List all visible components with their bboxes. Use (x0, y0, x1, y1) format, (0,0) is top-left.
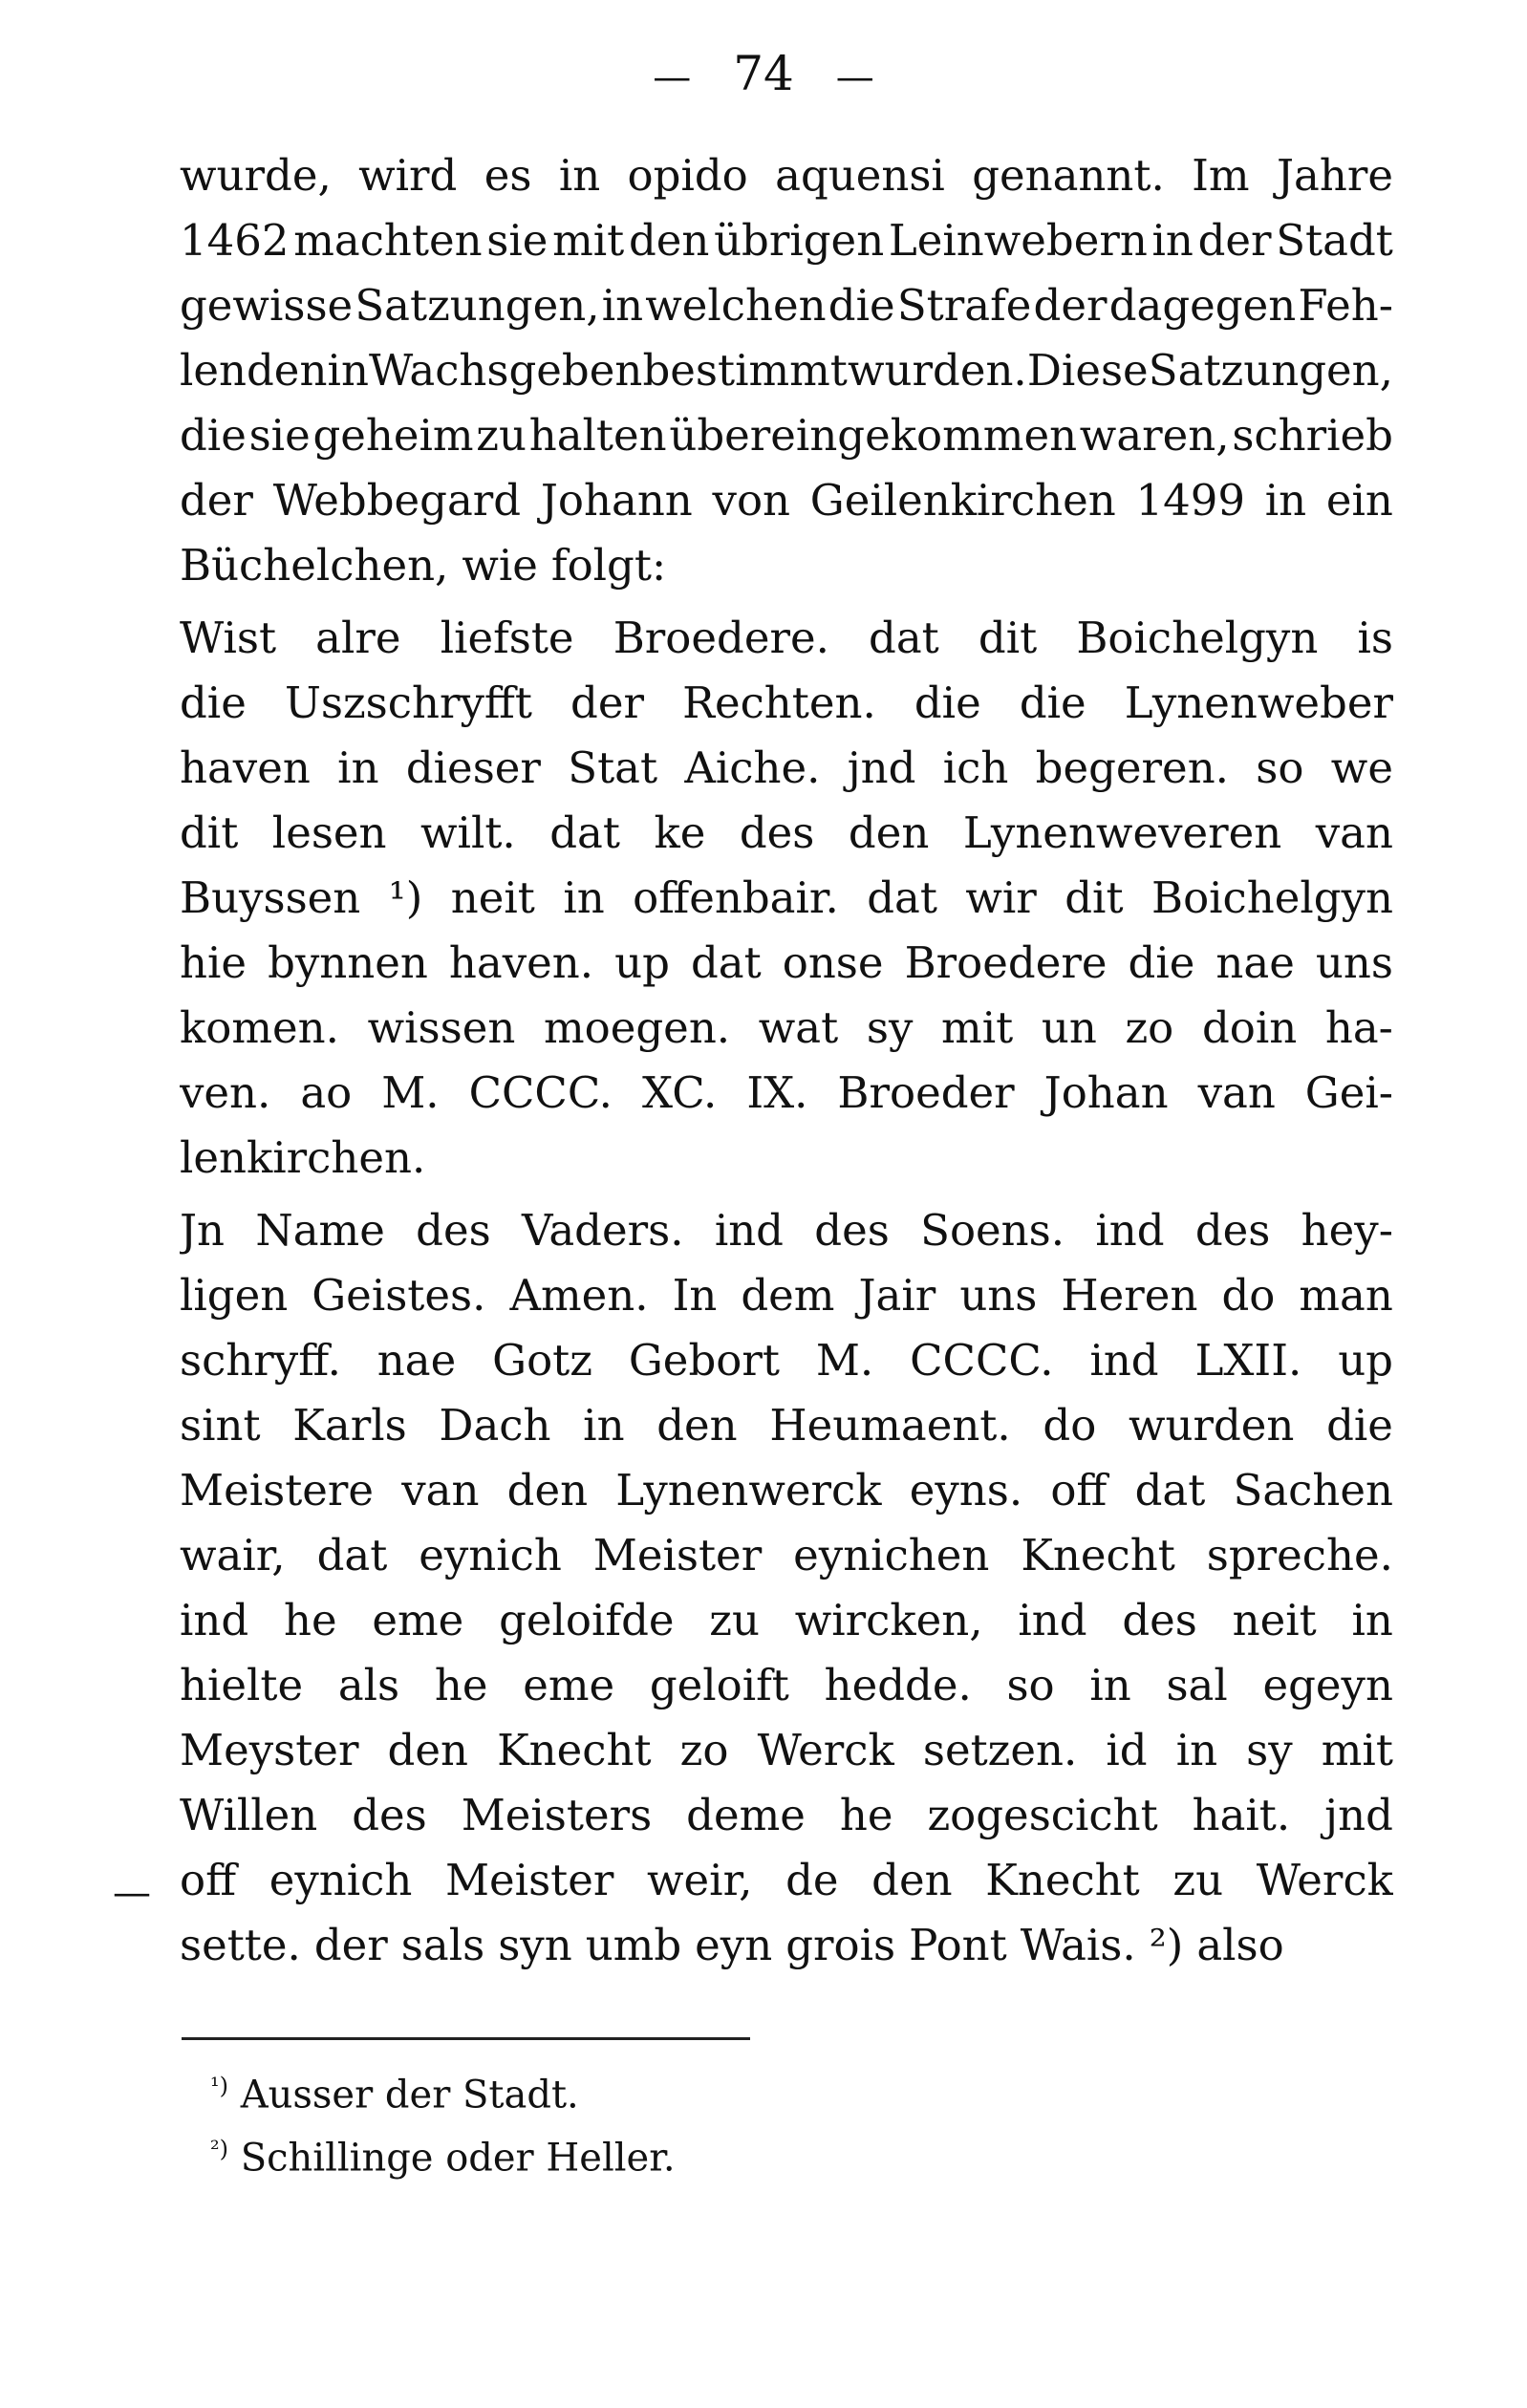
quote-line: dit lesen wilt. dat ke des den Lynenweveren van (180, 807, 1393, 858)
header-dash-left: — (653, 55, 692, 99)
text-line: lenden in Wachsgeben bestimmt wurden. Diese Satzungen, (180, 345, 1393, 396)
page-number: 74 (733, 46, 794, 101)
quote-line: ligen Geistes. Amen. In dem Jair uns Heren do man (180, 1270, 1393, 1321)
body-text (180, 143, 1393, 1978)
quote-line: lenkirchen. (180, 1132, 426, 1183)
quote-line: hielte als he eme geloift hedde. so in sal egeyn (180, 1660, 1393, 1710)
footnote-marker: ²) (210, 2136, 228, 2162)
footnote-text: Schillinge oder Heller. (240, 2136, 676, 2181)
text-line: Büchelchen, wie folgt: (180, 540, 667, 591)
paragraph-german (180, 143, 1393, 598)
quote-line: off eynich Meister weir, de den Knecht zu Werck (180, 1855, 1393, 1905)
quote-line: Meyster den Knecht zo Werck setzen. id in sy mit (180, 1725, 1393, 1775)
footnote-text: Ausser der Stadt. (240, 2073, 579, 2118)
quote-line: komen. wissen moegen. wat sy mit un zo doin ha- (180, 1002, 1393, 1053)
quote-one (180, 606, 1393, 1191)
page-header (0, 46, 1527, 101)
footnotes (210, 2054, 676, 2181)
text-line: der Webbegard Johann von Geilenkirchen 1499 in ein (180, 475, 1393, 526)
quote-line: Meistere van den Lynenwerck eyns. off dat Sachen (180, 1465, 1393, 1516)
footnote (210, 2054, 676, 2118)
quote-line: hie bynnen haven. up dat onse Broedere die nae uns (180, 937, 1393, 988)
quote-line: schryff. nae Gotz Gebort M. CCCC. ind LXII. up (180, 1335, 1393, 1386)
quote-line: ven. ao M. CCCC. XC. IX. Broeder Johan van Gei- (180, 1067, 1393, 1118)
quote-line: die Uszschryfft der Rechten. die die Lynenweber (180, 677, 1393, 728)
quote-line: sint Karls Dach in den Heumaent. do wurden die (180, 1400, 1393, 1451)
quote-line: Jn Name des Vaders. ind des Soens. ind des hey- (180, 1205, 1393, 1256)
footnote-rule (182, 2037, 750, 2040)
text-line: die sie geheim zu halten übereingekommen waren, schrieb (180, 410, 1393, 461)
quote-two (180, 1198, 1393, 1978)
footnote (210, 2118, 676, 2181)
quote-line: Wist alre liefste Broedere. dat dit Boichelgyn is (180, 613, 1393, 663)
quote-line: Buyssen ¹) neit in offenbair. dat wir dit Boichelgyn (180, 872, 1393, 923)
quote-line: sette. der sals syn umb eyn grois Pont Wais. ²) also (180, 1920, 1284, 1970)
margin-mark: — (113, 1871, 151, 1915)
quote-line: haven in dieser Stat Aiche. jnd ich begeren. so we (180, 742, 1393, 793)
text-line: 1462 machten sie mit den übrigen Leinwebern in der Stadt (180, 215, 1393, 266)
quote-line: ind he eme geloifde zu wircken, ind des neit in (180, 1595, 1393, 1645)
quote-line: wair, dat eynich Meister eynichen Knecht spreche. (180, 1530, 1393, 1580)
footnote-marker: ¹) (210, 2073, 228, 2099)
text-line: wurde, wird es in opido aquensi genannt. Im Jahre (180, 150, 1393, 201)
header-dash-right: — (835, 55, 874, 99)
text-line: gewisse Satzungen, in welchen die Strafe der dagegen Feh- (180, 280, 1393, 331)
quote-line: Willen des Meisters deme he zogescicht hait. jnd (180, 1790, 1393, 1840)
